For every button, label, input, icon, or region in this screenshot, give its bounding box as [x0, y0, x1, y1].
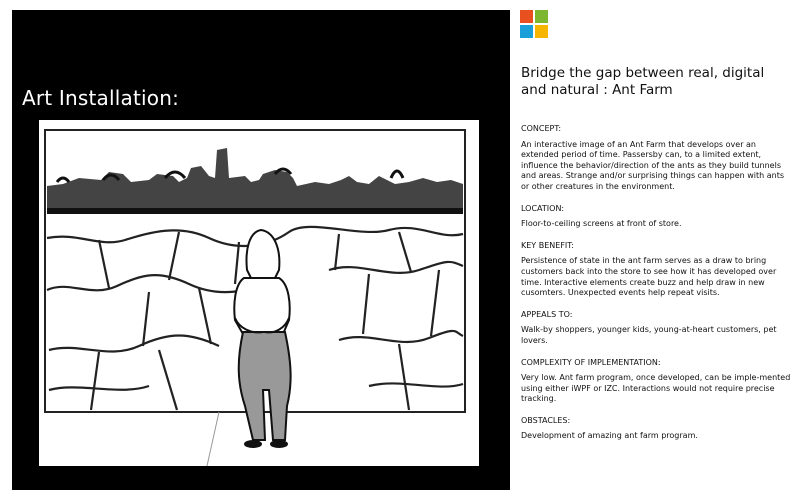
section-obstacles — [521, 416, 793, 442]
skyline — [47, 148, 463, 212]
section-location — [521, 204, 793, 230]
illustration-panel — [12, 10, 510, 490]
section-body: An interactive image of an Ant Farm that develops over an extended period of time. Passersby can, to a limited extent, influence the behavior/direction of the ants as they build tunnels and areas. Strange and/or surprising things can happen with ants or other creatures in the environment. — [521, 139, 785, 191]
section-body: Walk-by shoppers, younger kids, young-at-heart customers, pet lovers. — [521, 325, 777, 345]
section-heading: COMPLEXITY OF IMPLEMENTATION: — [521, 357, 661, 367]
section-body: Persistence of state in the ant farm serves as a draw to bring customers back into the store to see how it has developed over time. Interactive elements create buzz and help draw in new cusomters. Unexpected events help repeat visits. — [521, 256, 777, 298]
section-appeals-to — [521, 310, 793, 347]
section-heading: KEY BENEFIT: — [521, 240, 574, 250]
logo-tile-red — [520, 10, 533, 23]
panel-title: Art Installation: — [22, 86, 180, 110]
standing-person — [234, 230, 290, 447]
logo-tile-green — [535, 10, 548, 23]
logo-tile-blue — [520, 25, 533, 38]
section-body: Development of amazing ant farm program. — [521, 431, 698, 441]
headline: Bridge the gap between real, digital and natural : Ant Farm — [521, 65, 765, 98]
section-heading: CONCEPT: — [521, 124, 562, 133]
section-body: Very low. Ant farm program, once developed, can be imple-mented using either iWPF or IZC. Interactions would not require precise tracking. — [521, 373, 791, 404]
description-sections — [521, 124, 793, 453]
section-concept — [521, 124, 793, 193]
section-heading: OBSTACLES: — [521, 415, 571, 425]
sketch-drawing — [39, 120, 479, 466]
section-body: Floor-to-ceiling screens at front of store. — [521, 219, 682, 229]
section-key-benefit — [521, 241, 793, 299]
ant-farm-sketch — [39, 120, 479, 466]
logo-tile-yellow — [535, 25, 548, 38]
section-heading: LOCATION: — [521, 203, 565, 213]
section-complexity — [521, 358, 793, 405]
section-heading: APPEALS TO: — [521, 309, 573, 319]
windows-logo-icon — [520, 10, 548, 38]
